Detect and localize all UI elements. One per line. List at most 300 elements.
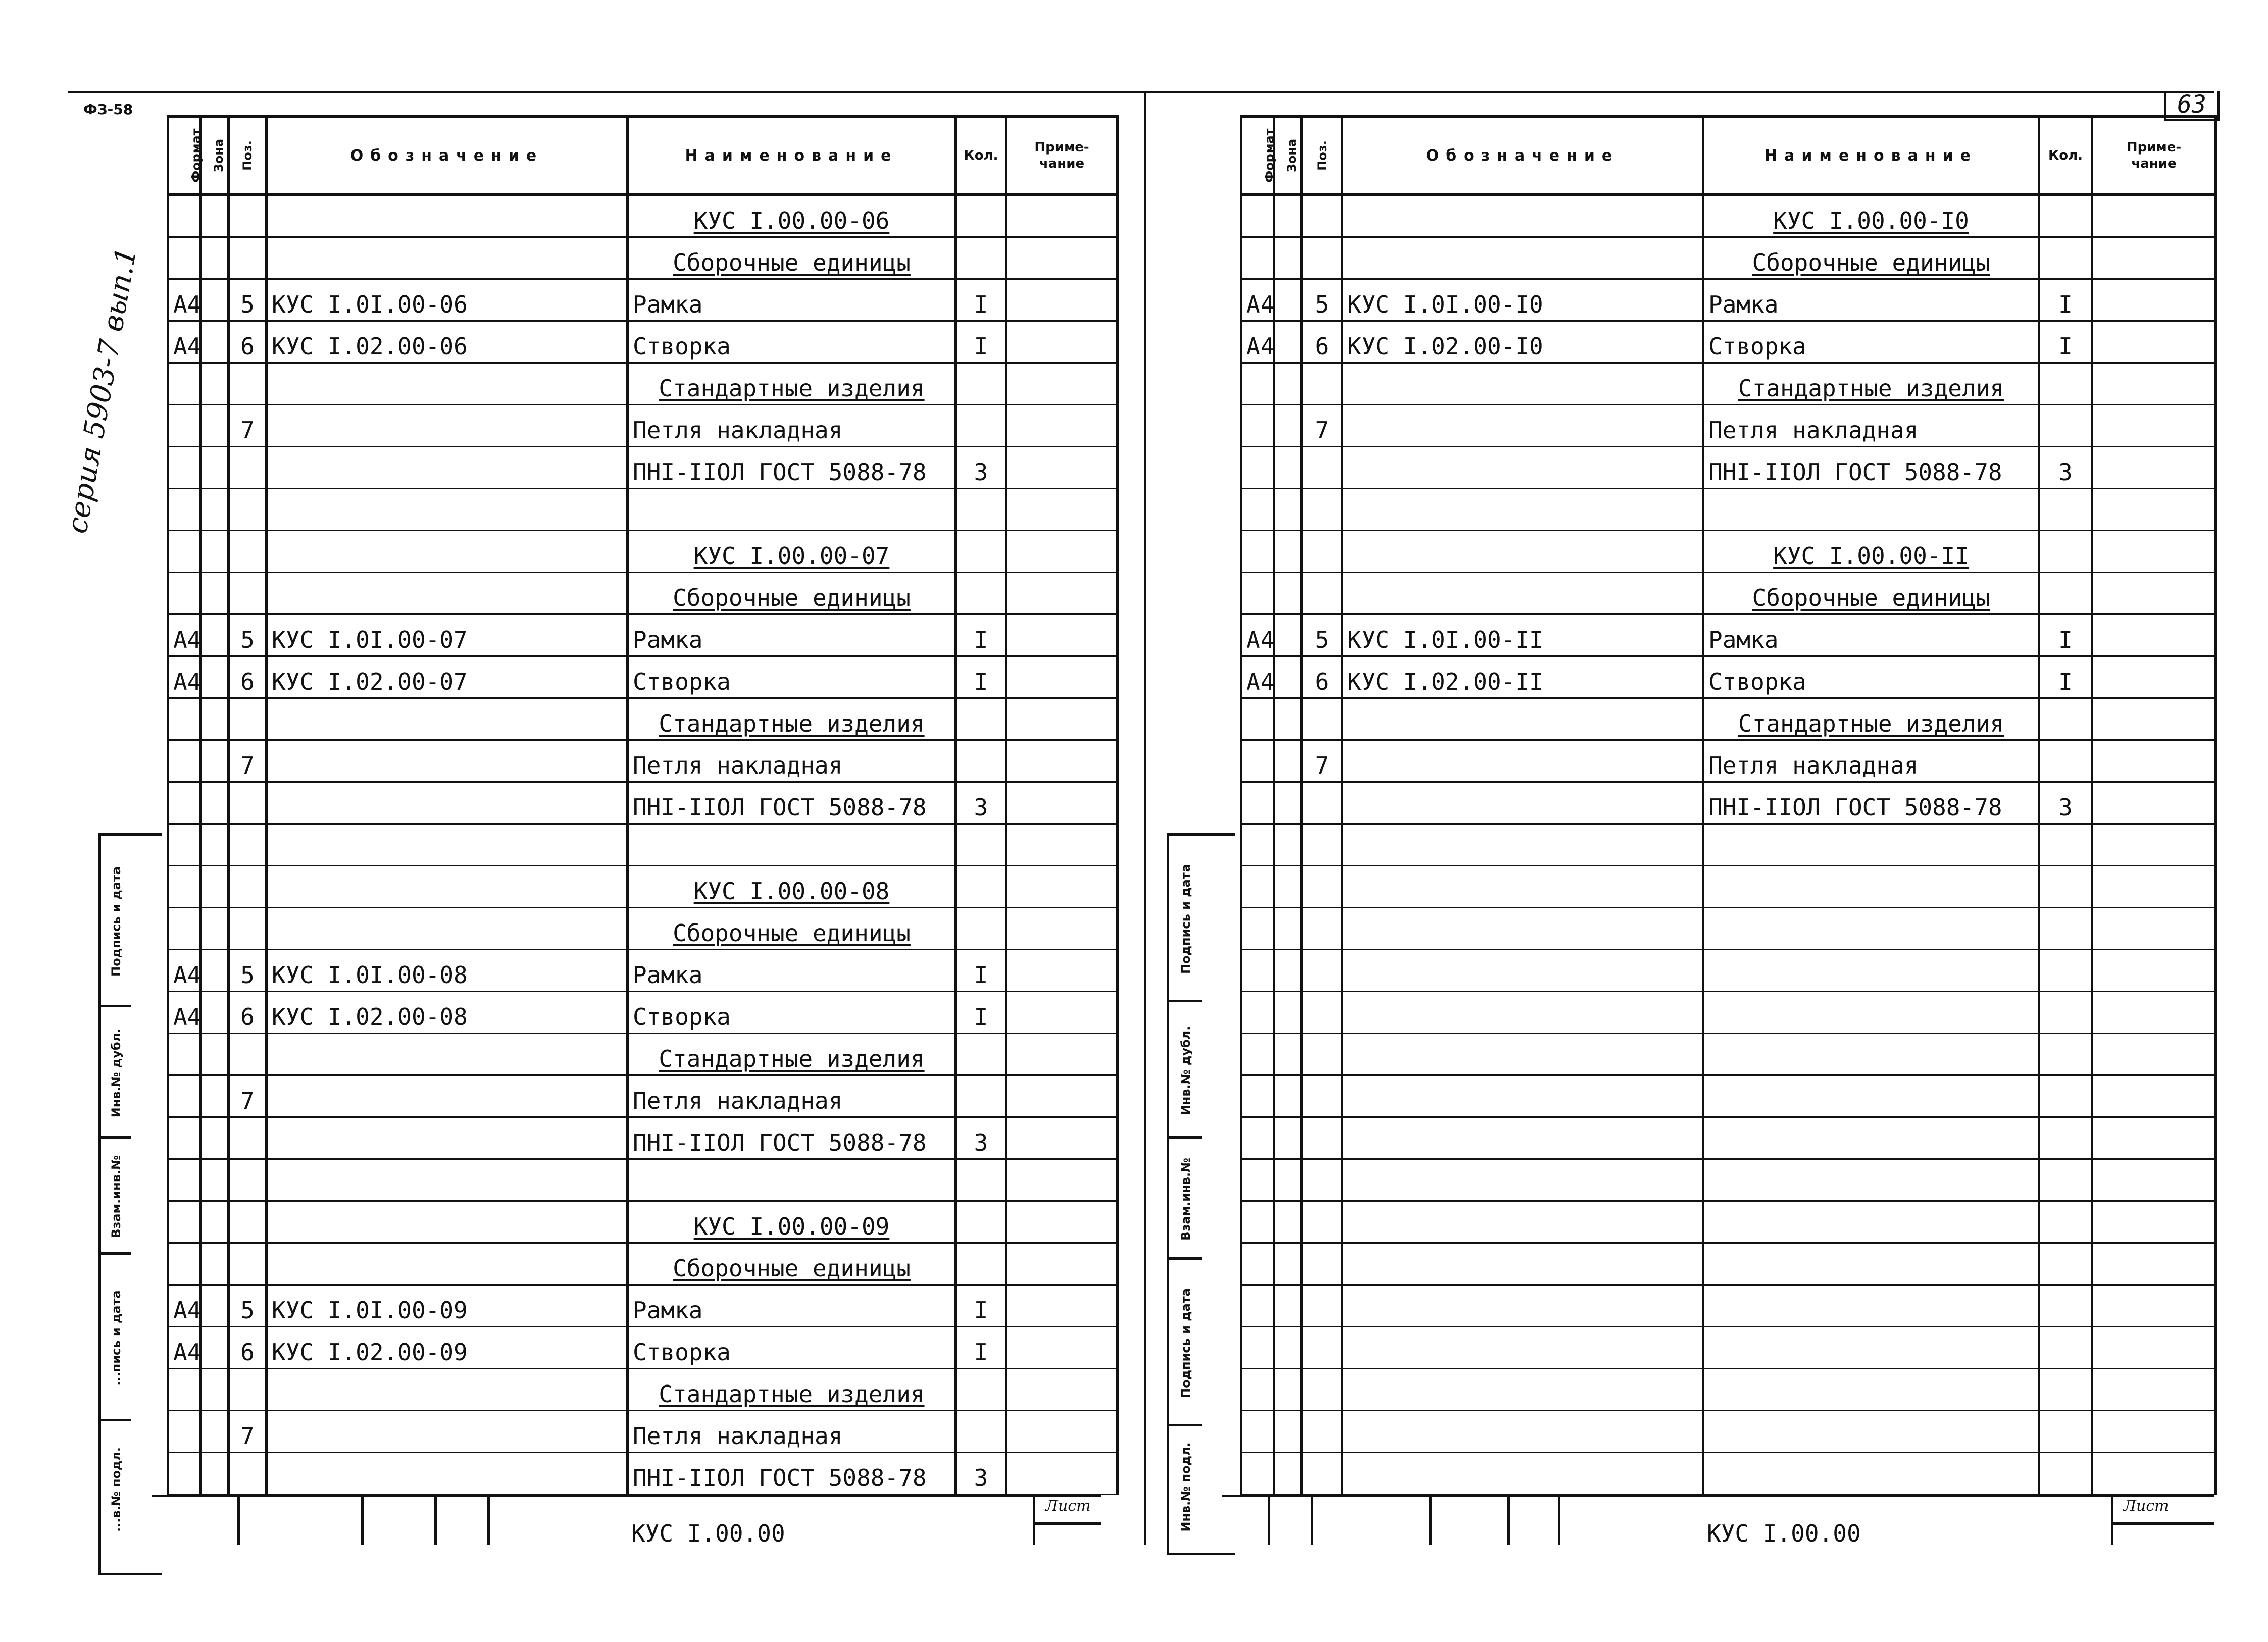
name-cell: Петля накладная <box>628 740 956 782</box>
table-row <box>168 1117 1118 1159</box>
table-row <box>1241 1453 2216 1495</box>
table-row <box>1241 405 2216 447</box>
pos-cell <box>229 824 267 866</box>
pos-cell <box>229 237 267 279</box>
pos-cell <box>1302 992 1342 1034</box>
pos-cell <box>1302 573 1342 614</box>
pos-cell: 7 <box>229 405 267 447</box>
name-cell: Стандартные изделия <box>628 698 956 740</box>
note-cell <box>1006 1117 1118 1159</box>
format-cell <box>1241 1369 1274 1411</box>
note-cell <box>2092 195 2216 237</box>
note-cell <box>1006 531 1118 573</box>
designation-cell <box>1342 1201 1703 1243</box>
qty-cell: I <box>956 1327 1006 1369</box>
pos-cell <box>1302 1075 1342 1117</box>
zone-cell <box>201 992 229 1034</box>
zone-cell <box>1274 1075 1302 1117</box>
zone-cell <box>201 740 229 782</box>
note-cell <box>1006 279 1118 321</box>
note-cell <box>2092 447 2216 489</box>
table-row <box>168 950 1118 992</box>
pos-cell <box>229 531 267 573</box>
qty-cell: I <box>956 656 1006 698</box>
format-cell <box>168 1453 201 1495</box>
format-cell <box>168 740 201 782</box>
format-cell <box>168 447 201 489</box>
note-cell <box>1006 908 1118 950</box>
name-cell: Петля накладная <box>1703 740 2039 782</box>
zone-cell <box>201 1034 229 1075</box>
format-cell <box>1241 237 1274 279</box>
name-cell <box>1703 908 2039 950</box>
qty-cell <box>2039 1243 2092 1285</box>
title-block-top-left <box>152 1495 1101 1497</box>
table-row <box>168 447 1118 489</box>
qty-cell <box>2039 1285 2092 1327</box>
table-row <box>1241 992 2216 1034</box>
designation-cell <box>1342 1075 1703 1117</box>
zone-cell <box>1274 614 1302 656</box>
note-cell <box>1006 405 1118 447</box>
table-row <box>1241 573 2216 614</box>
zone-cell <box>1274 992 1302 1034</box>
name-cell <box>1703 1075 2039 1117</box>
note-cell <box>2092 1285 2216 1327</box>
table-row <box>168 782 1118 824</box>
pos-cell <box>1302 363 1342 405</box>
pos-cell <box>229 782 267 824</box>
designation-cell: КУС I.0I.00-06 <box>267 279 628 321</box>
table-row <box>168 1159 1118 1201</box>
zone-cell <box>1274 573 1302 614</box>
designation-cell <box>267 866 628 908</box>
note-cell <box>2092 992 2216 1034</box>
col-pos: Поз. <box>1302 117 1342 195</box>
qty-cell <box>2039 1034 2092 1075</box>
name-cell <box>1703 824 2039 866</box>
pos-cell: 6 <box>229 992 267 1034</box>
name-cell: КУС I.00.00-07 <box>628 531 956 573</box>
zone-cell <box>201 1285 229 1327</box>
zone-cell <box>1274 363 1302 405</box>
pos-cell <box>1302 1243 1342 1285</box>
name-cell <box>628 489 956 531</box>
stamp-field <box>1169 833 1202 1002</box>
table-row <box>1241 740 2216 782</box>
name-cell: КУС I.00.00-II <box>1703 531 2039 573</box>
designation-cell: КУС I.02.00-07 <box>267 656 628 698</box>
stamp-field <box>101 1005 131 1139</box>
name-cell: Рамка <box>628 279 956 321</box>
zone-cell <box>1274 489 1302 531</box>
designation-cell <box>267 1243 628 1285</box>
format-cell <box>1241 447 1274 489</box>
name-cell: Петля накладная <box>628 1411 956 1453</box>
pos-cell <box>1302 950 1342 992</box>
designation-cell: КУС I.02.00-08 <box>267 992 628 1034</box>
col-format: Формат <box>168 117 201 195</box>
name-cell: Петля накладная <box>1703 405 2039 447</box>
pos-cell <box>1302 1369 1342 1411</box>
pos-cell <box>229 1034 267 1075</box>
zone-cell <box>201 447 229 489</box>
note-cell <box>1006 824 1118 866</box>
qty-cell: 3 <box>2039 782 2092 824</box>
table-row <box>168 1243 1118 1285</box>
qty-cell <box>2039 824 2092 866</box>
pos-cell <box>1302 531 1342 573</box>
name-cell: Рамка <box>628 614 956 656</box>
table-row <box>1241 824 2216 866</box>
col-designation: Обозначение <box>1342 117 1703 195</box>
designation-cell <box>1342 237 1703 279</box>
pos-cell <box>1302 489 1342 531</box>
note-cell <box>1006 1243 1118 1285</box>
table-row <box>168 531 1118 573</box>
note-cell <box>1006 321 1118 363</box>
zone-cell <box>201 1453 229 1495</box>
pos-cell: 6 <box>229 321 267 363</box>
qty-cell: 3 <box>956 1117 1006 1159</box>
format-cell <box>168 698 201 740</box>
note-cell <box>1006 740 1118 782</box>
table-row <box>168 573 1118 614</box>
note-cell <box>1006 447 1118 489</box>
zone-cell <box>201 656 229 698</box>
format-cell <box>168 782 201 824</box>
format-cell <box>1241 195 1274 237</box>
note-cell <box>1006 1369 1118 1411</box>
zone-cell <box>201 573 229 614</box>
note-cell <box>1006 1327 1118 1369</box>
zone-cell <box>1274 195 1302 237</box>
format-cell <box>1241 824 1274 866</box>
designation-cell <box>1342 1034 1703 1075</box>
qty-cell: I <box>956 1285 1006 1327</box>
name-cell: ПНI-IIОЛ ГОСТ 5088-78 <box>628 1453 956 1495</box>
stamp-field-label: Инв.№ подл. <box>1178 1442 1193 1532</box>
qty-cell: I <box>2039 321 2092 363</box>
designation-cell <box>267 1411 628 1453</box>
pos-cell <box>229 1453 267 1495</box>
table-row <box>1241 363 2216 405</box>
pos-cell <box>1302 195 1342 237</box>
name-cell: ПНI-IIОЛ ГОСТ 5088-78 <box>628 1117 956 1159</box>
designation-cell <box>1342 866 1703 908</box>
name-cell: Стандартные изделия <box>1703 698 2039 740</box>
pos-cell: 6 <box>1302 656 1342 698</box>
qty-cell <box>2039 237 2092 279</box>
pos-cell: 5 <box>229 1285 267 1327</box>
qty-cell <box>956 1159 1006 1201</box>
table-row <box>168 237 1118 279</box>
table-row <box>168 1411 1118 1453</box>
pos-cell: 7 <box>1302 405 1342 447</box>
col-zone: Зона <box>201 117 229 195</box>
format-cell <box>1241 1075 1274 1117</box>
name-cell: Сборочные единицы <box>628 1243 956 1285</box>
stamp-field-label: ...пись и дата <box>109 1290 123 1386</box>
doc-code-right: КУС I.00.00 <box>1707 1520 1861 1547</box>
table-row <box>168 1201 1118 1243</box>
format-cell <box>1241 1285 1274 1327</box>
designation-cell <box>1342 698 1703 740</box>
note-cell <box>2092 698 2216 740</box>
table-row <box>1241 1411 2216 1453</box>
pos-cell <box>229 1201 267 1243</box>
table-row <box>168 908 1118 950</box>
format-cell <box>168 363 201 405</box>
format-cell: А4 <box>168 1285 201 1327</box>
name-cell <box>1703 1411 2039 1453</box>
name-cell: Створка <box>1703 656 2039 698</box>
qty-cell <box>2039 1159 2092 1201</box>
col-note: Приме- чание <box>1006 117 1118 195</box>
designation-cell <box>267 363 628 405</box>
designation-cell <box>1342 1453 1703 1495</box>
stamp-field <box>101 1252 131 1421</box>
name-cell: Створка <box>628 656 956 698</box>
note-cell <box>2092 866 2216 908</box>
table-row <box>168 824 1118 866</box>
pos-cell <box>1302 824 1342 866</box>
zone-cell <box>1274 1285 1302 1327</box>
name-cell <box>1703 1327 2039 1369</box>
table-row <box>1241 531 2216 573</box>
qty-cell <box>2039 740 2092 782</box>
designation-cell <box>1342 740 1703 782</box>
qty-cell <box>956 698 1006 740</box>
qty-cell: I <box>2039 656 2092 698</box>
format-cell <box>168 1159 201 1201</box>
table-row <box>168 740 1118 782</box>
pos-cell: 6 <box>229 656 267 698</box>
format-cell <box>1241 698 1274 740</box>
designation-cell: КУС I.0I.00-07 <box>267 614 628 656</box>
qty-cell <box>956 1201 1006 1243</box>
table-row <box>168 698 1118 740</box>
designation-cell <box>1342 489 1703 531</box>
designation-cell <box>267 447 628 489</box>
note-cell <box>1006 1285 1118 1327</box>
qty-cell <box>956 1411 1006 1453</box>
designation-cell: КУС I.02.00-09 <box>267 1327 628 1369</box>
format-cell <box>1241 908 1274 950</box>
qty-cell: 3 <box>956 1453 1006 1495</box>
format-cell <box>168 1117 201 1159</box>
qty-cell <box>2039 1075 2092 1117</box>
designation-cell <box>267 1201 628 1243</box>
designation-cell <box>267 1369 628 1411</box>
qty-cell <box>956 908 1006 950</box>
pos-cell <box>229 447 267 489</box>
stamp-field-label: Подпись и дата <box>109 866 123 977</box>
form-code: ФЗ-58 <box>83 101 133 118</box>
format-cell <box>1241 405 1274 447</box>
col-designation: Обозначение <box>267 117 628 195</box>
note-cell <box>2092 573 2216 614</box>
table-row <box>168 1034 1118 1075</box>
table-row <box>1241 782 2216 824</box>
note-cell <box>2092 656 2216 698</box>
format-cell: А4 <box>1241 321 1274 363</box>
pos-cell <box>229 1159 267 1201</box>
qty-cell: I <box>956 279 1006 321</box>
note-cell <box>2092 321 2216 363</box>
format-cell <box>168 866 201 908</box>
note-cell <box>2092 908 2216 950</box>
note-cell <box>2092 237 2216 279</box>
zone-cell <box>1274 698 1302 740</box>
zone-cell <box>201 1327 229 1369</box>
note-cell <box>1006 1201 1118 1243</box>
note-cell <box>1006 614 1118 656</box>
qty-cell: 3 <box>956 782 1006 824</box>
page-number-box: 63 <box>2164 91 2220 121</box>
name-cell <box>1703 1453 2039 1495</box>
zone-cell <box>1274 740 1302 782</box>
stamp-field-label: Подпись и дата <box>1178 1288 1193 1398</box>
pos-cell <box>1302 782 1342 824</box>
zone-cell <box>201 1117 229 1159</box>
name-cell: Рамка <box>1703 279 2039 321</box>
qty-cell: I <box>2039 279 2092 321</box>
format-cell: А4 <box>1241 656 1274 698</box>
pos-cell: 6 <box>229 1327 267 1369</box>
margin-note: серия 5903-7 вып.1 <box>61 244 143 536</box>
designation-cell <box>1342 195 1703 237</box>
format-cell <box>1241 1034 1274 1075</box>
zone-cell <box>201 614 229 656</box>
designation-cell <box>267 1034 628 1075</box>
format-cell <box>168 195 201 237</box>
pos-cell: 5 <box>1302 279 1342 321</box>
format-cell: А4 <box>168 321 201 363</box>
table-row <box>168 614 1118 656</box>
qty-cell <box>956 237 1006 279</box>
table-row <box>1241 195 2216 237</box>
stamp-field <box>1169 1424 1202 1548</box>
zone-cell <box>201 531 229 573</box>
zone-cell <box>1274 1327 1302 1369</box>
format-cell <box>1241 782 1274 824</box>
table-row <box>168 1453 1118 1495</box>
pos-cell: 5 <box>229 614 267 656</box>
table-row <box>1241 237 2216 279</box>
zone-cell <box>201 279 229 321</box>
pos-cell <box>1302 1117 1342 1159</box>
zone-cell <box>201 1411 229 1453</box>
col-qty: Кол. <box>956 117 1006 195</box>
table-row <box>168 992 1118 1034</box>
designation-cell <box>1342 573 1703 614</box>
name-cell <box>1703 1369 2039 1411</box>
qty-cell <box>2039 1117 2092 1159</box>
name-cell <box>1703 992 2039 1034</box>
designation-cell: КУС I.0I.00-I0 <box>1342 279 1703 321</box>
name-cell <box>1703 1159 2039 1201</box>
name-cell <box>1703 866 2039 908</box>
zone-cell <box>1274 531 1302 573</box>
table-row <box>168 1369 1118 1411</box>
format-cell <box>1241 950 1274 992</box>
pos-cell: 7 <box>229 1411 267 1453</box>
qty-cell <box>2039 992 2092 1034</box>
designation-cell <box>1342 531 1703 573</box>
note-cell <box>2092 1034 2216 1075</box>
pos-cell <box>1302 1453 1342 1495</box>
name-cell: Сборочные единицы <box>628 237 956 279</box>
col-note: Приме- чание <box>2092 117 2216 195</box>
qty-cell <box>2039 950 2092 992</box>
table-row <box>1241 1159 2216 1201</box>
note-cell <box>2092 782 2216 824</box>
designation-cell <box>1342 1327 1703 1369</box>
designation-cell <box>267 908 628 950</box>
pos-cell <box>1302 866 1342 908</box>
zone-cell <box>201 1159 229 1201</box>
format-cell <box>168 573 201 614</box>
name-cell: Сборочные единицы <box>628 908 956 950</box>
table-row <box>168 195 1118 237</box>
note-cell <box>2092 1369 2216 1411</box>
table-row <box>168 405 1118 447</box>
title-block-top-right <box>1222 1495 2214 1497</box>
note-cell <box>1006 950 1118 992</box>
zone-cell <box>1274 1243 1302 1285</box>
qty-cell <box>2039 1411 2092 1453</box>
format-cell <box>1241 1411 1274 1453</box>
pos-cell <box>229 573 267 614</box>
pos-cell <box>1302 1411 1342 1453</box>
format-cell: А4 <box>168 1327 201 1369</box>
table-row <box>1241 1243 2216 1285</box>
qty-cell <box>956 531 1006 573</box>
zone-cell <box>201 950 229 992</box>
col-name: Наименование <box>628 117 956 195</box>
pos-cell <box>1302 237 1342 279</box>
zone-cell <box>201 1201 229 1243</box>
table-row <box>1241 908 2216 950</box>
designation-cell <box>1342 992 1703 1034</box>
designation-cell <box>267 1159 628 1201</box>
qty-cell <box>2039 531 2092 573</box>
pos-cell <box>1302 1201 1342 1243</box>
format-cell <box>1241 1201 1274 1243</box>
designation-cell <box>267 1117 628 1159</box>
qty-cell: I <box>956 950 1006 992</box>
table-row <box>1241 279 2216 321</box>
note-cell <box>1006 698 1118 740</box>
zone-cell <box>201 363 229 405</box>
name-cell <box>1703 950 2039 992</box>
pos-cell <box>229 698 267 740</box>
qty-cell <box>956 1034 1006 1075</box>
spec-table-right <box>1240 115 2217 1495</box>
table-row <box>168 1075 1118 1117</box>
designation-cell <box>1342 950 1703 992</box>
note-cell <box>1006 195 1118 237</box>
designation-cell <box>267 531 628 573</box>
format-cell <box>168 1201 201 1243</box>
name-cell: Створка <box>1703 321 2039 363</box>
table-row <box>1241 1285 2216 1327</box>
name-cell: Рамка <box>628 950 956 992</box>
format-cell <box>1241 489 1274 531</box>
name-cell: Петля накладная <box>628 1075 956 1117</box>
name-cell: Сборочные единицы <box>1703 573 2039 614</box>
